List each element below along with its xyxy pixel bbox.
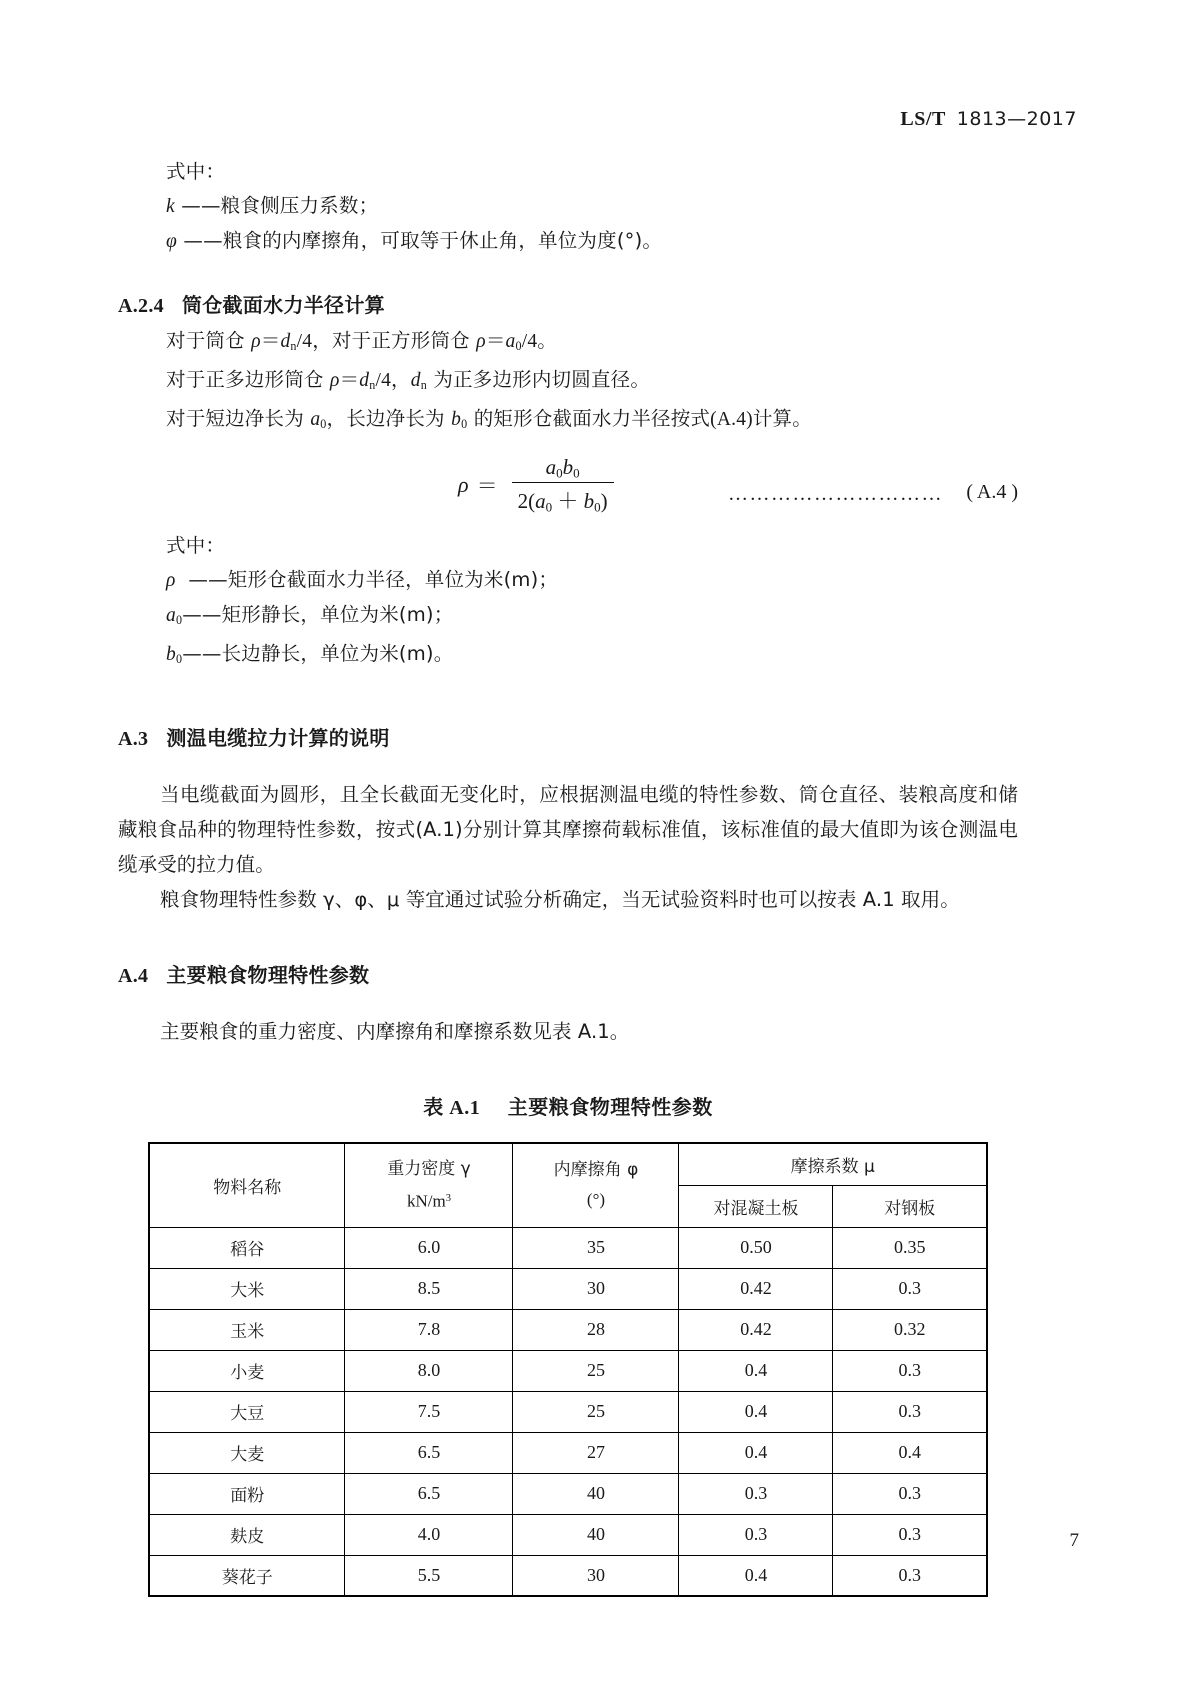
cell-material: 大米 xyxy=(149,1268,345,1309)
formula-lhs: ρ xyxy=(458,472,469,498)
cell-material: 小麦 xyxy=(149,1350,345,1391)
cell-mu-steel: 0.3 xyxy=(833,1268,987,1309)
formula-equals: ＝ xyxy=(476,474,498,499)
page-number: 7 xyxy=(1069,1530,1079,1551)
cell-mu-steel: 0.32 xyxy=(833,1309,987,1350)
cell-density: 7.5 xyxy=(345,1391,513,1432)
cell-mu-steel: 0.3 xyxy=(833,1391,987,1432)
cell-mu-steel: 0.3 xyxy=(833,1473,987,1514)
cell-material: 玉米 xyxy=(149,1309,345,1350)
grain-parameters-table xyxy=(148,1142,988,1597)
page-content xyxy=(118,155,1018,1597)
where-text-a0: 矩形静长，单位为米(m)； xyxy=(221,603,454,627)
standard-number: 1813—2017 xyxy=(956,108,1077,130)
a24-line-2: 对于正多边形筒仓 $\rho=d_n/4$，$d_n$ 为正多边形内切圆直径。 xyxy=(166,368,651,393)
standard-id: LS/T xyxy=(900,108,946,130)
cell-friction-angle: 28 xyxy=(513,1309,679,1350)
cell-density: 5.5 xyxy=(345,1555,513,1596)
table-row xyxy=(149,1514,987,1555)
page-header xyxy=(0,108,1077,131)
where-text-b0: 长边静长，单位为米(m)。 xyxy=(221,642,454,666)
header-friction-coefficient-group: 摩擦系数 μ xyxy=(679,1143,987,1185)
table-caption xyxy=(118,1091,1018,1120)
heading-a4-title: 主要粮食物理特性参数 xyxy=(166,963,370,988)
header-angle-line2: (°) xyxy=(586,1190,606,1210)
cell-material: 麸皮 xyxy=(149,1514,345,1555)
heading-a3-number: A.3 xyxy=(118,728,149,751)
cell-material: 大麦 xyxy=(149,1432,345,1473)
a3-paragraph-2: 粮食物理特性参数 γ、φ、μ 等宜通过试验分析确定，当无试验资料时也可以按表 A.1 取用。 xyxy=(160,888,960,912)
header-density xyxy=(345,1143,513,1227)
table-caption-label: 表 A.1 xyxy=(423,1097,481,1120)
cell-mu-steel: 0.35 xyxy=(833,1227,987,1268)
symbol-b0: $b_0$ xyxy=(166,644,183,667)
heading-a24-number: A.2.4 xyxy=(118,295,164,317)
cell-mu-concrete: 0.3 xyxy=(679,1473,833,1514)
table-caption-title: 主要粮食物理特性参数 xyxy=(507,1095,713,1120)
symbol-rho: ρ xyxy=(166,570,176,592)
cell-friction-angle: 30 xyxy=(513,1268,679,1309)
header-angle-line1: 内摩擦角 φ xyxy=(553,1160,639,1181)
heading-a24 xyxy=(118,289,1018,318)
formula-leader-dots: ………………………… xyxy=(728,483,943,506)
cell-mu-concrete: 0.42 xyxy=(679,1268,833,1309)
formula-numerator: $a_0b_0$ xyxy=(545,455,580,481)
cell-mu-concrete: 0.4 xyxy=(679,1350,833,1391)
cell-material: 大豆 xyxy=(149,1391,345,1432)
header-material: 物料名称 xyxy=(149,1143,345,1227)
dash-phi: —— xyxy=(183,229,223,252)
where-text-k: 粮食侧压力系数； xyxy=(220,194,379,217)
where-text-phi: 粮食的内摩擦角，可取等于休止角，单位为度(°)。 xyxy=(222,229,663,252)
heading-a4-number: A.4 xyxy=(118,965,149,988)
a24-line-3: 对于短边净长为 $a_0$，长边净长为 $b_0$ 的矩形仓截面水力半径按式(A.4)计算。 xyxy=(166,407,812,432)
formula-a4-row xyxy=(118,453,1018,523)
where-item-a0 xyxy=(118,598,1018,637)
cell-density: 7.8 xyxy=(345,1309,513,1350)
cell-friction-angle: 35 xyxy=(513,1227,679,1268)
table-row xyxy=(149,1268,987,1309)
cell-mu-steel: 0.3 xyxy=(833,1514,987,1555)
where-label-1: 式中： xyxy=(166,160,226,183)
where-item-k xyxy=(118,189,1018,224)
table-row xyxy=(149,1227,987,1268)
cell-mu-concrete: 0.4 xyxy=(679,1391,833,1432)
header-mu-concrete: 对混凝土板 xyxy=(679,1185,833,1227)
cell-mu-steel: 0.4 xyxy=(833,1432,987,1473)
heading-a3 xyxy=(118,722,1018,751)
heading-a4 xyxy=(118,959,1018,988)
a24-line-1: 对于筒仓 $\rho=d_n/4$，对于正方形筒仓 $\rho=a_0/4$。 xyxy=(166,329,557,354)
table-row xyxy=(149,1555,987,1596)
cell-friction-angle: 30 xyxy=(513,1555,679,1596)
formula-number: ( A.4 ) xyxy=(966,481,1018,504)
where-text-rho: 矩形仓截面水力半径，单位为米(m)； xyxy=(227,568,559,592)
cell-density: 8.5 xyxy=(345,1268,513,1309)
cell-material: 面粉 xyxy=(149,1473,345,1514)
cell-material: 稻谷 xyxy=(149,1227,345,1268)
cell-density: 6.5 xyxy=(345,1432,513,1473)
table-row xyxy=(149,1309,987,1350)
cell-density: 6.5 xyxy=(345,1473,513,1514)
dash-k: —— xyxy=(181,194,221,217)
cell-mu-concrete: 0.42 xyxy=(679,1309,833,1350)
table-row xyxy=(149,1473,987,1514)
a3-paragraph-1: 当电缆截面为圆形，且全长截面无变化时，应根据测温电缆的特性参数、筒仓直径、装粮高度和储藏粮食品种的物理特性参数，按式(A.1)分别计算其摩擦荷载标准值，该标准值的最大值即为该仓测温电缆承受的拉力值。 xyxy=(118,783,1018,877)
cell-material: 葵花子 xyxy=(149,1555,345,1596)
cell-mu-concrete: 0.3 xyxy=(679,1514,833,1555)
header-density-line1: 重力密度 γ xyxy=(387,1159,471,1180)
cell-density: 6.0 xyxy=(345,1227,513,1268)
formula-a4 xyxy=(458,455,614,516)
table-row xyxy=(149,1432,987,1473)
a4-paragraph-1: 主要粮食的重力密度、内摩擦角和摩擦系数见表 A.1。 xyxy=(160,1020,630,1044)
table-row xyxy=(149,1391,987,1432)
table-row xyxy=(149,1350,987,1391)
cell-friction-angle: 25 xyxy=(513,1350,679,1391)
header-mu-steel: 对钢板 xyxy=(833,1185,987,1227)
symbol-phi: φ xyxy=(166,231,177,252)
cell-mu-steel: 0.3 xyxy=(833,1555,987,1596)
header-density-line2: $kN/m^3$ xyxy=(406,1191,451,1211)
where-item-rho xyxy=(118,563,1018,598)
cell-density: 8.0 xyxy=(345,1350,513,1391)
cell-friction-angle: 40 xyxy=(513,1473,679,1514)
cell-mu-concrete: 0.50 xyxy=(679,1227,833,1268)
cell-mu-concrete: 0.4 xyxy=(679,1432,833,1473)
dash-b0: —— xyxy=(182,642,222,666)
cell-density: 4.0 xyxy=(345,1514,513,1555)
table-body xyxy=(149,1227,987,1596)
where-label-2: 式中： xyxy=(166,534,226,558)
cell-friction-angle: 27 xyxy=(513,1432,679,1473)
heading-a3-title: 测温电缆拉力计算的说明 xyxy=(166,726,390,751)
cell-friction-angle: 40 xyxy=(513,1514,679,1555)
symbol-a0: $a_0$ xyxy=(166,605,183,628)
dash-a0: —— xyxy=(182,603,222,627)
formula-fraction xyxy=(512,455,614,516)
where-item-phi xyxy=(118,224,1018,259)
table-header-row-1 xyxy=(149,1143,987,1185)
header-friction-angle xyxy=(513,1143,679,1227)
heading-a24-title: 筒仓截面水力半径计算 xyxy=(181,293,385,317)
formula-denominator: $2(a_0 + b_0)$ xyxy=(512,482,614,515)
where-item-b0 xyxy=(118,637,1018,676)
cell-mu-concrete: 0.4 xyxy=(679,1555,833,1596)
dash-rho: —— xyxy=(188,568,228,592)
symbol-k: k xyxy=(166,196,175,217)
cell-mu-steel: 0.3 xyxy=(833,1350,987,1391)
cell-friction-angle: 25 xyxy=(513,1391,679,1432)
